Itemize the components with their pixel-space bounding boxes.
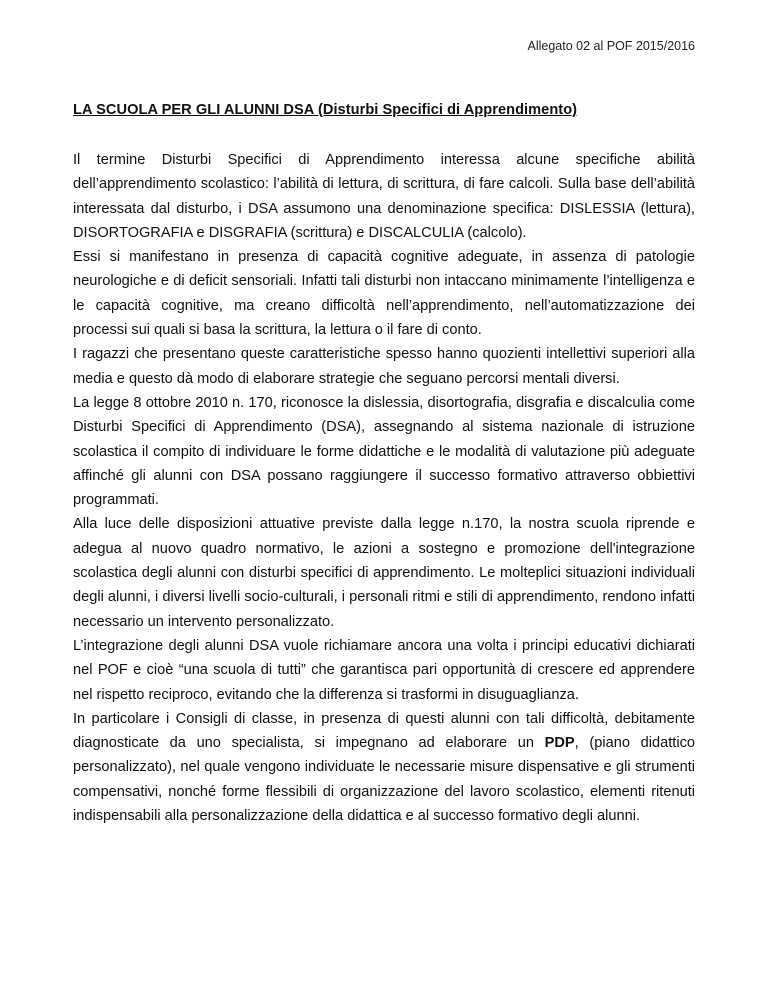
document-title: LA SCUOLA PER GLI ALUNNI DSA (Disturbi Specifici di Apprendimento): [73, 102, 578, 118]
paragraph-pdp: [73, 707, 695, 828]
document-body: [73, 148, 695, 828]
paragraph-manifestation: Essi si manifestano in presenza di capacità cognitive adeguate, in assenza di patologie neurologiche e di deficit sensoriali. Infatti tali disturbi non intaccano minimamente l’intelligenza e le capacità cognitive, ma creano difficoltà nell’apprendimento, nell’automatizzazione dei processi sui quali si basa la scrittura, la lettura o il fare di conto.: [73, 249, 695, 339]
attachment-header: Allegato 02 al POF 2015/2016: [527, 39, 695, 53]
paragraph-students: I ragazzi che presentano queste caratteristiche spesso hanno quozienti intellettivi superiori alla media e questo dà modo di elaborare strategie che seguano percorsi mentali diversi.: [73, 346, 695, 387]
pdp-text-after: , (piano didattico personalizzato), nel quale vengono individuate le necessarie misure dispensative e gli strumenti compensativi, nonché forme flessibili di organizzazione del lavoro scolastico, elementi ritenuti indispensabili alla personalizzazione della didattica e al successo formativo degli alunni.: [73, 735, 695, 825]
paragraph-integration: L’integrazione degli alunni DSA vuole richiamare ancora una volta i principi educativi dichiarati nel POF e cioè “una scuola di tutti” che garantisca pari opportunità di crescere ed apprendere nel rispetto reciproco, evitando che la differenza si trasformi in disuguaglianza.: [73, 637, 695, 703]
paragraph-law: La legge 8 ottobre 2010 n. 170, riconosce la dislessia, disortografia, disgrafia e discalculia come Disturbi Specifici di Apprendimento (DSA), assegnando al sistema nazionale di istruzione scolastica il compito di individuare le forme didattiche e le modalità di valutazione più adeguate affinché gli alunni con DSA possano raggiungere il successo formativo attraverso obbiettivi programmati.: [73, 394, 695, 509]
pdp-text-before: In particolare i Consigli di classe, in presenza di questi alunni con tali difficoltà, debitamente diagnosticate da uno specialista, si impegnano ad elaborare un: [73, 710, 695, 752]
paragraph-school-actions: Alla luce delle disposizioni attuative previste dalla legge n.170, la nostra scuola riprende e adegua al nuovo quadro normativo, le azioni a sostegno e promozione dell'integrazione scolastica degli alunni con disturbi specifici di apprendimento. Le molteplici situazioni individuali degli alunni, i diversi livelli socio-culturali, i personali ritmi e stili di apprendimento, rendono infatti necessario un intervento personalizzato.: [73, 516, 695, 630]
pdp-acronym: PDP: [544, 735, 575, 752]
paragraph-definition: Il termine Disturbi Specifici di Apprendimento interessa alcune specifiche abilità dell’apprendimento scolastico: l’abilità di lettura, di scrittura, di fare calcoli. Sulla base dell’abilità interessata dal disturbo, i DSA assumono una denominazione specifica: DISLESSIA (lettura), DISORTOGRAFIA e DISGRAFIA (scrittura) e DISCALCULIA (calcolo).: [73, 152, 695, 241]
